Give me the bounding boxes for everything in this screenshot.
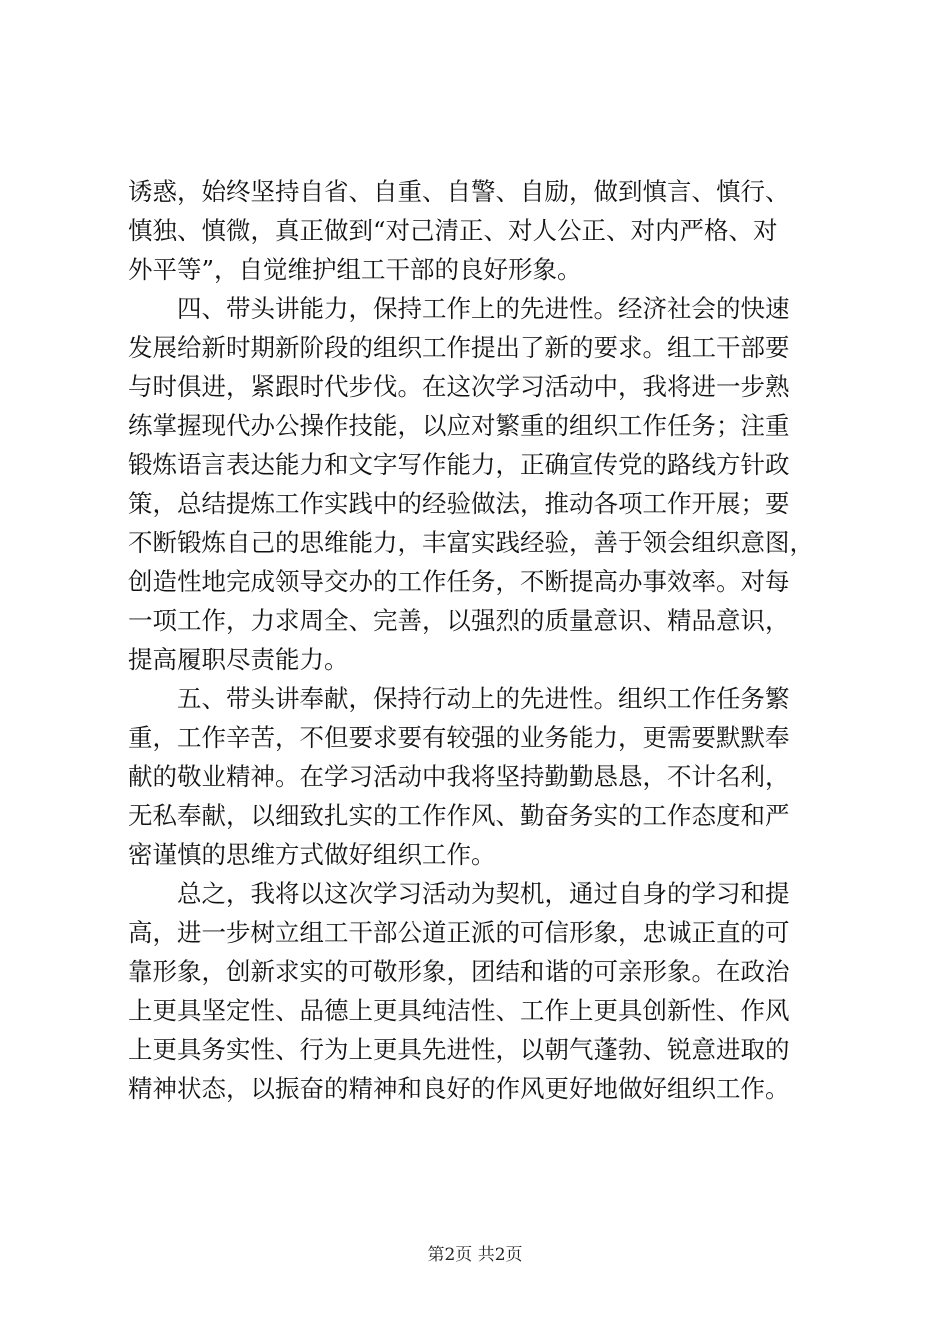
text-line: 精神状态，以振奋的精神和良好的作风更好地做好组织工作。 (128, 1074, 790, 1103)
text-line: 策，总结提炼工作实践中的经验做法，推动各项工作开展；要 (128, 489, 790, 518)
text-line: 练掌握现代办公操作技能，以应对繁重的组织工作任务；注重 (128, 411, 790, 440)
text-line: 发展给新时期新阶段的组织工作提出了新的要求。组工干部要 (128, 333, 790, 362)
text-line: 创造性地完成领导交办的工作任务，不断提高办事效率。对每 (128, 567, 790, 596)
text-line: 提高履职尽责能力。 (128, 645, 349, 674)
paragraph-first-line: 四、带头讲能力，保持工作上的先进性。经济社会的快速 (177, 294, 790, 323)
text-line: 诱惑，始终坚持自省、自重、自警、自励，做到慎言、慎行、 (128, 177, 790, 206)
text-line: 慎独、慎微，真正做到“对己清正、对人公正、对内严格、对 (128, 216, 778, 245)
text-line: 一项工作，力求周全、完善，以强烈的质量意识、精品意识， (128, 606, 790, 635)
text-line: 上更具务实性、行为上更具先进性，以朝气蓬勃、锐意进取的 (128, 1035, 790, 1064)
text-line: 重，工作辛苦，不但要求要有较强的业务能力，更需要默默奉 (128, 723, 790, 752)
text-line: 上更具坚定性、品德上更具纯洁性、工作上更具创新性、作风 (128, 996, 790, 1025)
paragraph-first-line: 总之，我将以这次学习活动为契机，通过自身的学习和提 (177, 879, 790, 908)
text-line: 与时俱进，紧跟时代步伐。在这次学习活动中，我将进一步熟 (128, 372, 790, 401)
page-footer: 第2页 共2页 (427, 1245, 523, 1265)
text-line: 密谨慎的思维方式做好组织工作。 (128, 840, 496, 869)
text-line: 外平等”，自觉维护组工干部的良好形象。 (128, 255, 582, 284)
text-line: 锻炼语言表达能力和文字写作能力，正确宣传党的路线方针政 (128, 450, 790, 479)
text-line: 献的敬业精神。在学习活动中我将坚持勤勤恳恳，不计名利， (128, 762, 790, 791)
paragraph-first-line: 五、带头讲奉献，保持行动上的先进性。组织工作任务繁 (177, 684, 790, 713)
text-line: 不断锻炼自己的思维能力，丰富实践经验，善于领会组织意图， (128, 528, 814, 557)
text-line: 无私奉献，以细致扎实的工作作风、勤奋务实的工作态度和严 (128, 801, 790, 830)
text-line: 高，进一步树立组工干部公道正派的可信形象，忠诚正直的可 (128, 918, 790, 947)
text-line: 靠形象，创新求实的可敬形象，团结和谐的可亲形象。在政治 (128, 957, 790, 986)
document-body (128, 172, 840, 1108)
